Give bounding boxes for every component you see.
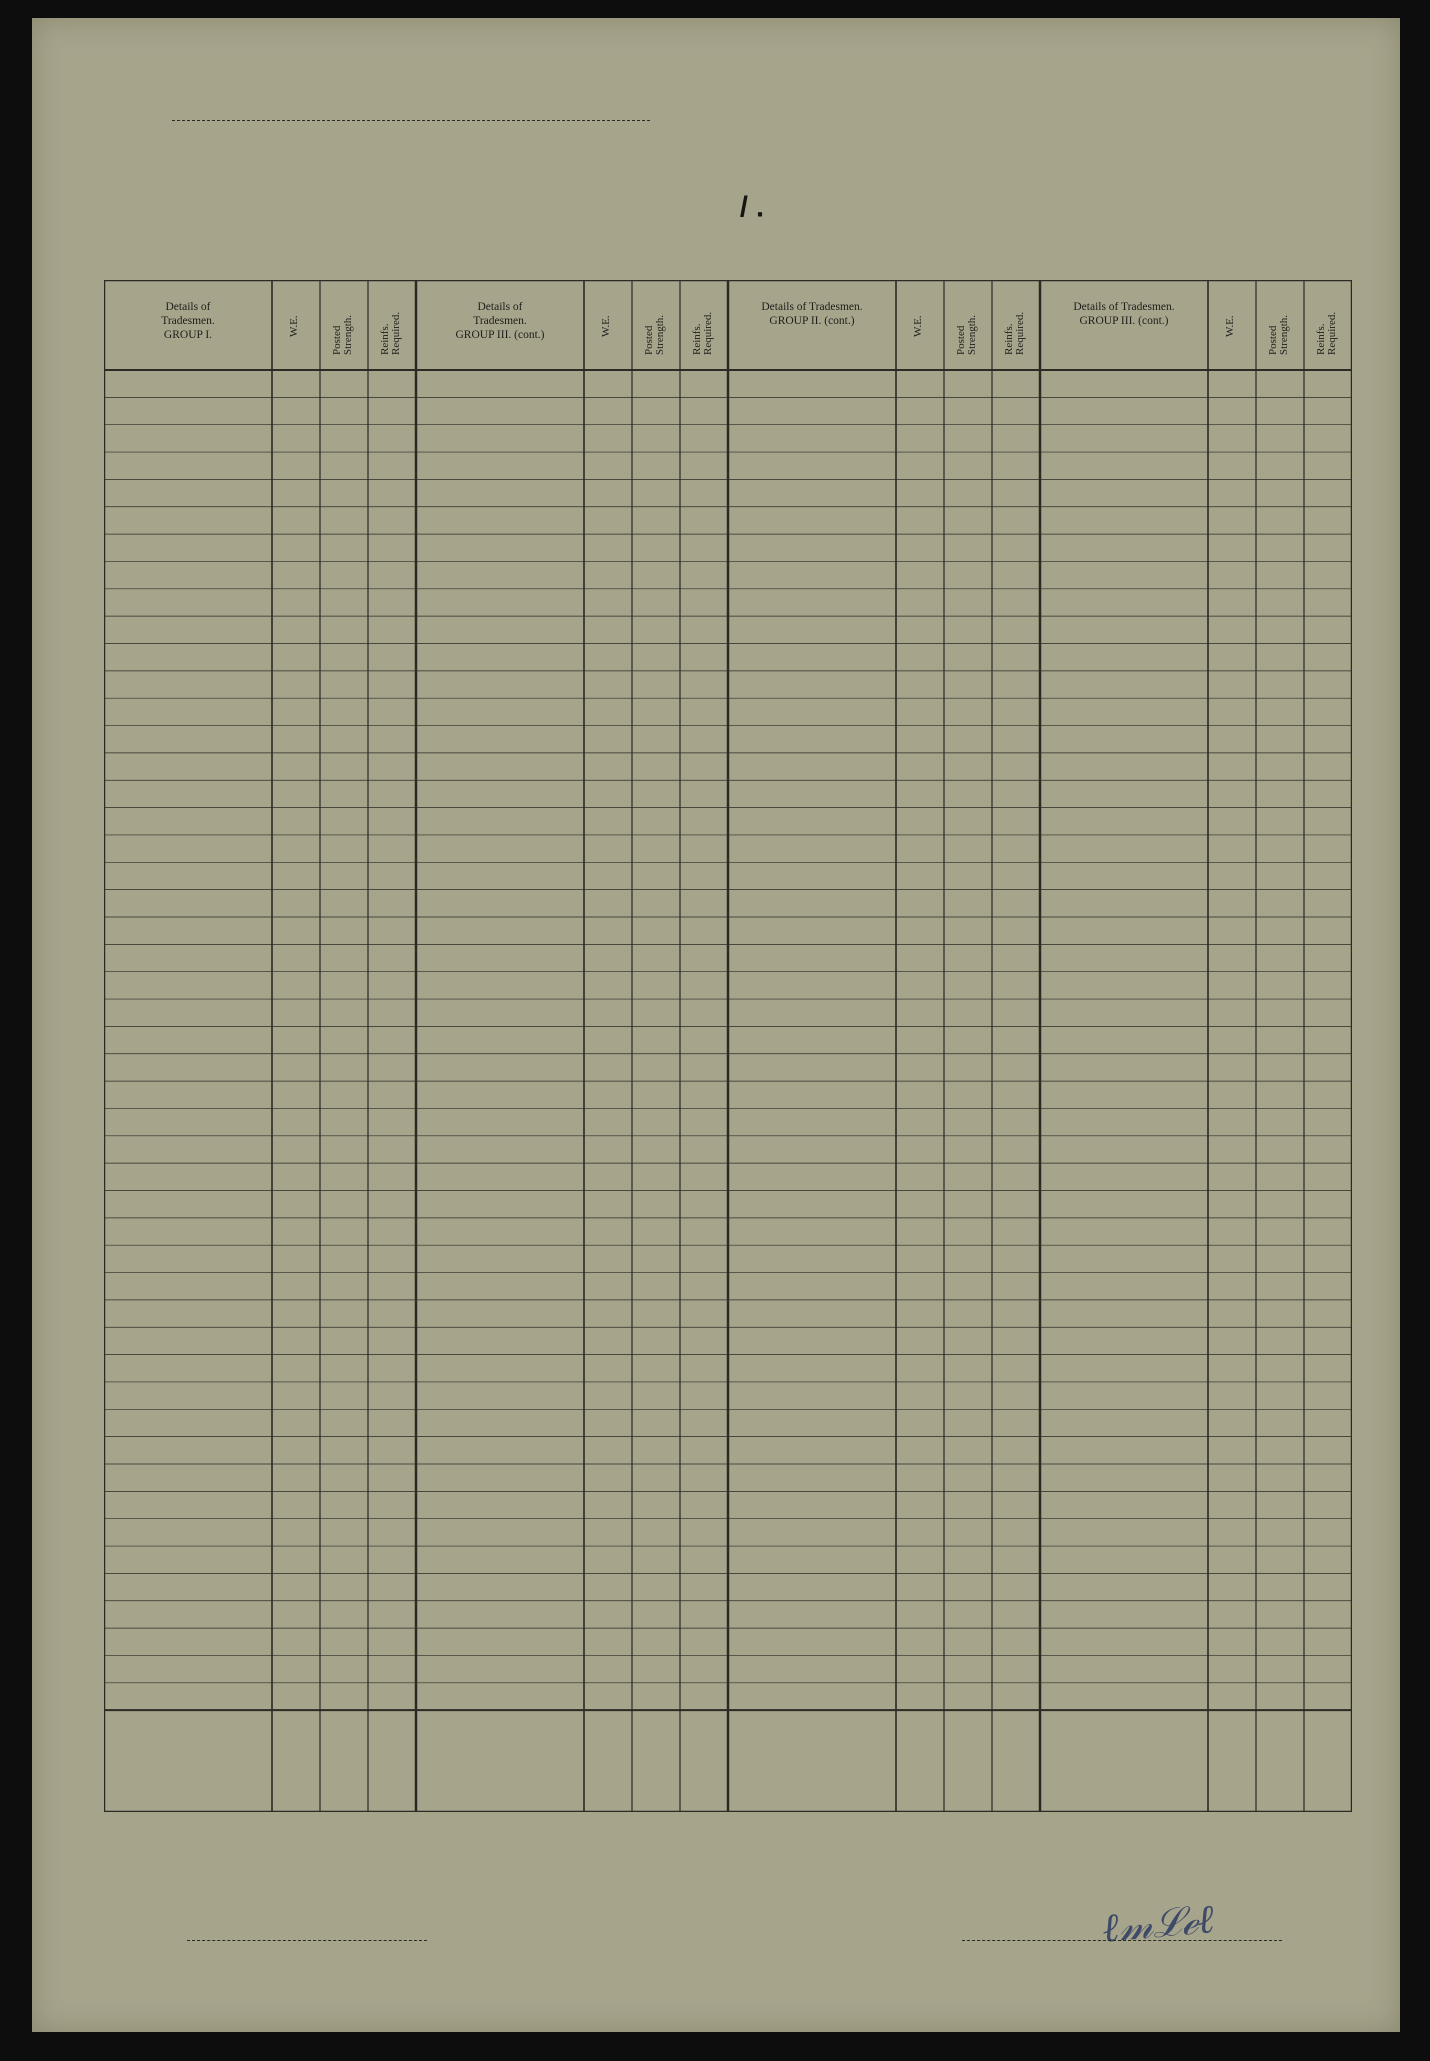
commander-signature: ℓ𝓂ℒℯℓ	[1100, 1896, 1216, 1951]
group-header-line: GROUP II. (cont.)	[769, 315, 855, 327]
column-header-reinfs: Reinfs. Required.	[1315, 311, 1338, 355]
group-header-4	[1040, 300, 1208, 328]
despatch-line	[187, 1940, 427, 1941]
column-header-posted: Posted Strength.	[1267, 314, 1290, 355]
group-header-line: Tradesmen.	[473, 315, 527, 327]
date-period: .	[756, 191, 765, 224]
column-header-we: W.E.	[1224, 315, 1236, 337]
group-header-line: Details of Tradesmen.	[761, 301, 863, 313]
column-header-we: W.E.	[600, 315, 612, 337]
column-header-we: W.E.	[912, 315, 924, 337]
column-header-posted: Posted Strength.	[955, 314, 978, 355]
group-header-line: GROUP I.	[163, 329, 213, 341]
group-header-line: Details of	[477, 301, 523, 313]
signature-line	[962, 1940, 1282, 1941]
part-e-heading	[172, 178, 1332, 231]
group-header-3	[728, 300, 896, 328]
group-header-1	[104, 300, 272, 342]
column-header-reinfs: Reinfs. Required.	[379, 311, 402, 355]
date-sep: /	[739, 191, 748, 224]
column-header-posted: Posted Strength.	[331, 314, 354, 355]
strength-table	[104, 280, 1352, 1812]
group-header-line: Tradesmen.	[161, 315, 215, 327]
column-header-we: W.E.	[288, 315, 300, 337]
unit-line	[172, 80, 650, 121]
column-header-reinfs: Reinfs. Required.	[691, 311, 714, 355]
group-header-line: GROUP III. (cont.)	[455, 329, 545, 341]
form-page	[32, 18, 1400, 2032]
group-header-line: Details of	[165, 301, 211, 313]
group-header-line: Details of Tradesmen.	[1073, 301, 1175, 313]
table-grid-lines	[104, 280, 1352, 1812]
group-header-2	[416, 300, 584, 342]
group-header-line: GROUP III. (cont.)	[1079, 315, 1169, 327]
column-header-posted: Posted Strength.	[643, 314, 666, 355]
column-header-reinfs: Reinfs. Required.	[1003, 311, 1026, 355]
heading-line-2	[172, 178, 1332, 231]
